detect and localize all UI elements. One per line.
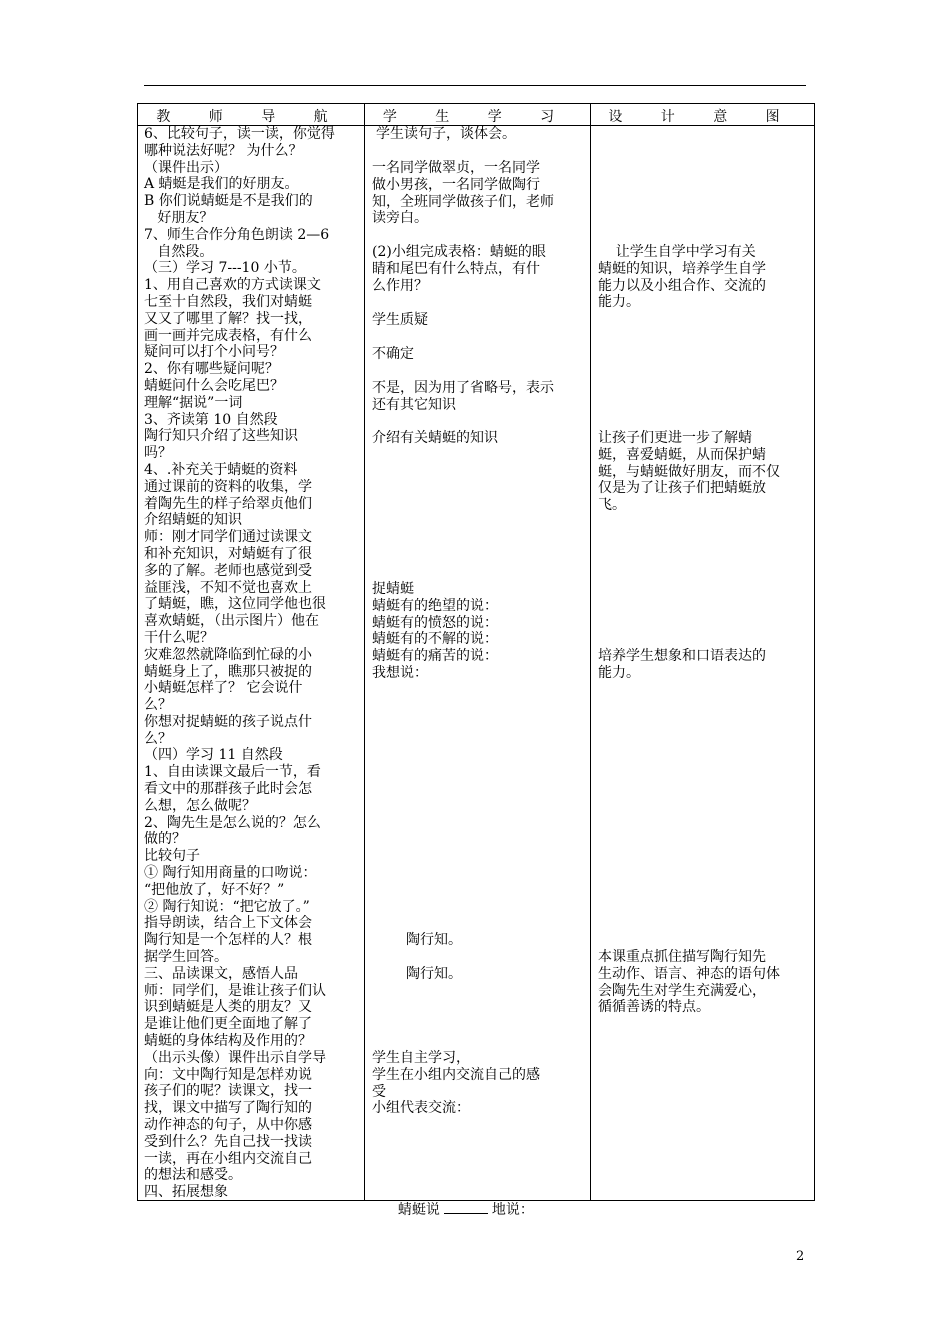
header-design-intent: 设 计 意 图 bbox=[608, 109, 797, 125]
teacher-line: 找，课文中描写了陶行知的 bbox=[144, 1100, 312, 1117]
design-intent-2: 让孩子们更进一步了解蜻 蜓，喜爱蜻蜓，从而保护蜻 蜓，与蜻蜓做好朋友，而不仅 仅是为了让孩子们把蜻蜓放 飞。 bbox=[598, 430, 780, 514]
fill-blank-line bbox=[444, 1201, 488, 1214]
teacher-line: 蜻蜓问什么会吃尾巴？ bbox=[144, 377, 284, 394]
teacher-line: 灾难忽然就降临到忙碌的小 bbox=[144, 646, 312, 663]
teacher-line: 4、.补充关于蜻蜓的资料 bbox=[144, 461, 298, 478]
teacher-line: 吗？ bbox=[144, 445, 172, 462]
teacher-line: 的想法和感受。 bbox=[144, 1167, 242, 1184]
teacher-line: 看文中的那群孩子此时会怎 bbox=[144, 781, 312, 798]
teacher-line: 疑问可以打个小问号？ bbox=[144, 344, 284, 361]
column-divider-1 bbox=[364, 103, 365, 1201]
teacher-line: “把他放了，好不好？” bbox=[144, 881, 285, 898]
teacher-line: （出示头像）课件出示自学导 bbox=[144, 1049, 326, 1066]
teacher-line: 动作神态的句子，从中你感 bbox=[144, 1117, 312, 1134]
teacher-line: 师：同学们，是谁让孩子们认 bbox=[144, 982, 326, 999]
teacher-line: 哪种说法好呢？ 为什么？ bbox=[144, 142, 303, 159]
teacher-line: 比较句子 bbox=[144, 848, 200, 865]
teacher-line: 干什么呢？ bbox=[144, 629, 214, 646]
teacher-line: 6、比较句子，读一读，你觉得 bbox=[144, 126, 335, 142]
teacher-line: 向：文中陶行知是怎样劝说 bbox=[144, 1066, 312, 1083]
teacher-line: 你想对捉蜻蜓的孩子说点什 bbox=[144, 713, 312, 730]
teacher-line: 师：刚才同学们通过读课文 bbox=[144, 529, 312, 546]
teacher-line: 1、自由读课文最后一节，看 bbox=[144, 764, 321, 781]
teacher-line: A 蜻蜓是我们的好朋友。 bbox=[144, 176, 299, 193]
teacher-line: ① 陶行知用商量的口吻说： bbox=[144, 865, 317, 882]
teacher-line: 一读，再在小组内交流自己 bbox=[144, 1150, 312, 1167]
student-text-9: 陶行知。 bbox=[406, 932, 462, 948]
teacher-line: 自然段。 bbox=[144, 243, 214, 260]
teacher-line: 通过课前的资料的收集，学 bbox=[144, 478, 312, 495]
teacher-line: 2、你有哪些疑问呢？ bbox=[144, 361, 279, 378]
student-text-1: 学生读句子，谈体会。 bbox=[376, 126, 516, 142]
design-intent-1: 让学生自学中学习有关 蜻蜓的知识，培养学生自学 能力以及小组合作、交流的 能力。 bbox=[598, 244, 766, 311]
teacher-line: 多的了解。老师也感觉到受 bbox=[144, 562, 312, 579]
student-text-11: 学生自主学习， 学生在小组内交流自己的感 受 小组代表交流： bbox=[372, 1050, 540, 1117]
teacher-line: （课件出示） bbox=[144, 159, 228, 176]
teacher-line: 七至十自然段，我们对蜻蜓 bbox=[144, 293, 312, 310]
student-text-7: 介绍有关蜻蜓的知识 bbox=[372, 430, 498, 446]
teacher-line: 3、齐读第 10 自然段 bbox=[144, 411, 278, 428]
teacher-line: 指导朗读，结合上下文体会 bbox=[144, 915, 312, 932]
teacher-line: 蜻蜓身上了，瞧那只被捉的 bbox=[144, 663, 312, 680]
student-text-12b: 地说： bbox=[491, 1201, 534, 1218]
teacher-line: 么？ bbox=[144, 730, 172, 747]
teacher-line: 喜欢蜻蜓，（出示图片）他在 bbox=[144, 613, 319, 630]
teacher-line: 画一画并完成表格，有什么 bbox=[144, 327, 312, 344]
teacher-line: 三、品读课文，感悟人品 bbox=[144, 965, 298, 982]
student-text-12 bbox=[389, 1184, 534, 1219]
teacher-line: 又又了哪里了解？找一找， bbox=[144, 310, 312, 327]
teacher-line: 么想，怎么做呢？ bbox=[144, 797, 256, 814]
student-text-10: 陶行知。 bbox=[406, 966, 462, 982]
teacher-line: 受到什么？先自己找一找读 bbox=[144, 1133, 312, 1150]
teacher-line: 陶行知是一个怎样的人？根 bbox=[144, 932, 312, 949]
teacher-line: 小蜻蜓怎样了？ 它会说什 bbox=[144, 680, 303, 697]
teacher-line: 着陶先生的样子给翠贞他们 bbox=[144, 495, 312, 512]
teacher-line: 么？ bbox=[144, 697, 172, 714]
teacher-line: 2、陶先生是怎么说的？怎么 bbox=[144, 814, 321, 831]
teacher-line: 做的？ bbox=[144, 831, 186, 848]
student-text-8: 捉蜻蜓 蜻蜓有的绝望的说： 蜻蜓有的愤怒的说： 蜻蜓有的不解的说： 蜻蜓有的痛苦的说： 我想说： bbox=[372, 581, 498, 681]
header-student-learning: 学 生 学 习 bbox=[382, 109, 572, 125]
teacher-line: 和补充知识，对蜻蜓有了很 bbox=[144, 545, 312, 562]
page-number: 2 bbox=[796, 1249, 805, 1264]
header-rule bbox=[144, 85, 806, 86]
teacher-line: 据学生回答。 bbox=[144, 949, 228, 966]
teacher-guide-column bbox=[144, 126, 335, 1201]
column-divider-2 bbox=[590, 103, 591, 1201]
teacher-line: 理解“据说”一词 bbox=[144, 394, 243, 411]
student-text-12a: 蜻蜓说 bbox=[397, 1201, 440, 1218]
teacher-line: （三）学习 7---10 小节。 bbox=[144, 260, 306, 277]
teacher-line: 蜻蜓的身体结构及作用的？ bbox=[144, 1033, 312, 1050]
header-teacher-guide: 教 师 导 航 bbox=[156, 109, 345, 125]
teacher-line: 介绍蜻蜓的知识 bbox=[144, 512, 242, 529]
teacher-line: ② 陶行知说：“把它放了。” bbox=[144, 898, 310, 915]
student-text-5: 不确定 bbox=[372, 346, 414, 362]
teacher-line: 识到蜻蜓是人类的朋友？又 bbox=[144, 999, 312, 1016]
teacher-line: B 你们说蜻蜓是不是我们的 bbox=[144, 193, 313, 210]
teacher-line: （四）学习 11 自然段 bbox=[144, 747, 283, 764]
teacher-line: 四、拓展想象 bbox=[144, 1184, 228, 1201]
student-text-6: 不是，因为用了省略号，表示 还有其它知识 bbox=[372, 380, 554, 413]
teacher-line: 孩子们的呢？读课文，找一 bbox=[144, 1083, 312, 1100]
design-intent-4: 本课重点抓住描写陶行知先 生动作、语言、神态的语句体 会陶先生对学生充满爱心， 循循善诱的特点。 bbox=[598, 949, 780, 1016]
student-text-3: (2)小组完成表格：蜻蜓的眼 睛和尾巴有什么特点，有什 么作用？ bbox=[372, 244, 546, 294]
student-text-4: 学生质疑 bbox=[372, 312, 428, 328]
student-text-2: 一名同学做翠贞，一名同学 做小男孩，一名同学做陶行 知，全班同学做孩子们，老师 读旁白。 bbox=[372, 160, 554, 227]
teacher-line: 1、用自己喜欢的方式读课文 bbox=[144, 277, 321, 294]
teacher-line: 7、师生合作分角色朗读 2—6 bbox=[144, 226, 330, 243]
teacher-line: 陶行知只介绍了这些知识 bbox=[144, 428, 298, 445]
teacher-line: 了蜻蜓，瞧，这位同学他也很 bbox=[144, 596, 326, 613]
design-intent-3: 培养学生想象和口语表达的 能力。 bbox=[598, 648, 766, 681]
teacher-line: 益匪浅，不知不觉也喜欢上 bbox=[144, 579, 312, 596]
teacher-line: 是谁让他们更全面地了解了 bbox=[144, 1016, 312, 1033]
teacher-line: 好朋友？ bbox=[144, 209, 214, 226]
